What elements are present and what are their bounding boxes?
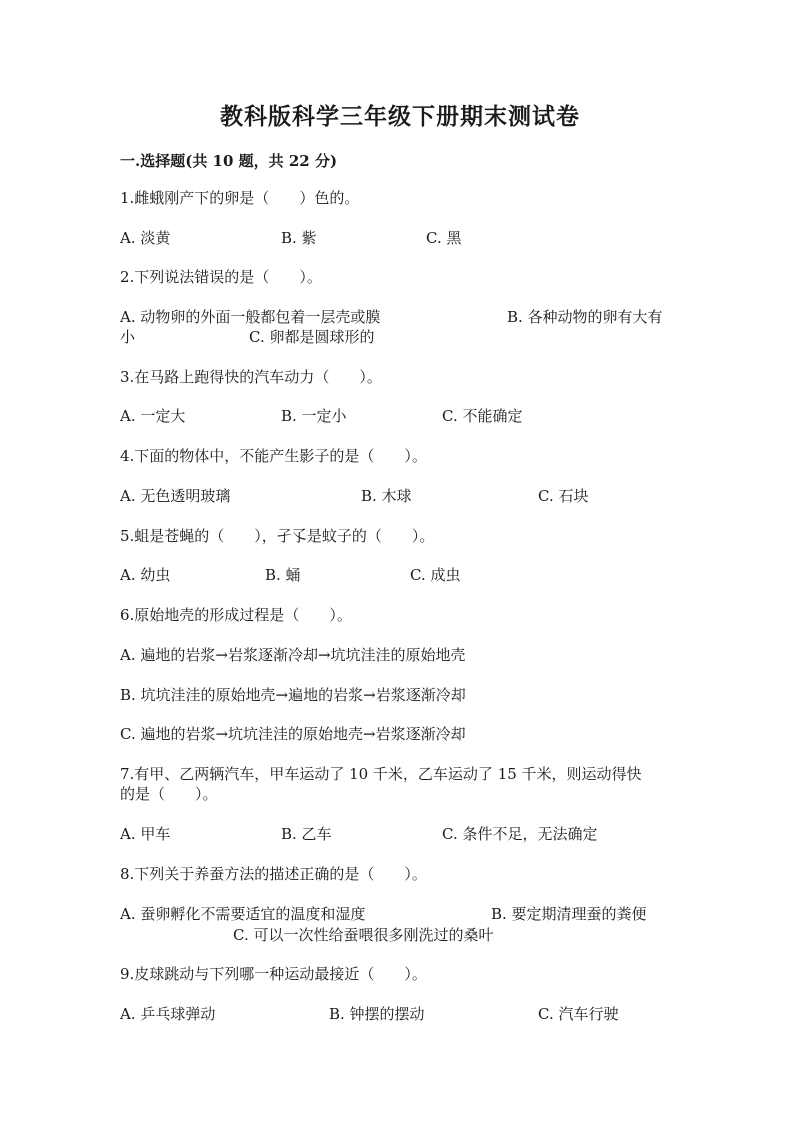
question-2-option-b: B. 各种动物的卵有大有 — [507, 308, 663, 326]
question-3-option-a: A. 一定大 — [120, 407, 186, 425]
question-5-option-a: A. 幼虫 — [120, 566, 171, 584]
question-9-option-b: B. 钟摆的摆动 — [329, 1005, 425, 1023]
question-1-option-c: C. 黑 — [426, 229, 462, 247]
question-8-option-b: B. 要定期清理蚕的粪便 — [491, 905, 647, 923]
question-2-option-c: C. 卵都是圆球形的 — [249, 328, 375, 346]
question-3-stem: 3.在马路上跑得快的汽车动力（ ）。 — [120, 368, 382, 386]
question-8-option-c: C. 可以一次性给蚕喂很多刚洗过的桑叶 — [233, 926, 494, 944]
page-title: 教科版科学三年级下册期末测试卷 — [220, 103, 580, 130]
question-9-option-c: C. 汽车行驶 — [538, 1005, 619, 1023]
question-7-option-c: C. 条件不足，无法确定 — [442, 825, 598, 843]
question-2-option-b-wrap: 小 — [120, 328, 136, 346]
question-1-stem: 1.雌蛾刚产下的卵是（ ）色的。 — [120, 189, 360, 207]
question-8-stem: 8.下列关于养蚕方法的描述正确的是（ ）。 — [120, 865, 427, 883]
question-8-option-a: A. 蚕卵孵化不需要适宜的温度和湿度 — [120, 905, 366, 923]
question-9-stem: 9.皮球跳动与下列哪一种运动最接近（ ）。 — [120, 965, 427, 983]
question-7-option-a: A. 甲车 — [120, 825, 171, 843]
question-5-option-b: B. 蛹 — [265, 566, 301, 584]
question-1-option-b: B. 紫 — [281, 229, 317, 247]
question-4-option-a: A. 无色透明玻璃 — [120, 487, 231, 505]
question-6-option-b: B. 坑坑洼洼的原始地壳→遍地的岩浆→岩浆逐渐冷却 — [120, 686, 466, 704]
question-9-option-a: A. 乒乓球弹动 — [120, 1005, 216, 1023]
section-heading: 一.选择题(共 10 题，共 22 分) — [120, 152, 338, 170]
question-5-option-c: C. 成虫 — [410, 566, 461, 584]
question-3-option-c: C. 不能确定 — [442, 407, 523, 425]
question-7-option-b: B. 乙车 — [281, 825, 332, 843]
question-6-option-c: C. 遍地的岩浆→坑坑洼洼的原始地壳→岩浆逐渐冷却 — [120, 725, 466, 743]
question-6-option-a: A. 遍地的岩浆→岩浆逐渐冷却→坑坑洼洼的原始地壳 — [120, 646, 466, 664]
question-5-stem: 5.蛆是苍蝇的（ ），孑孓是蚊子的（ ）。 — [120, 527, 435, 545]
question-7-stem: 7.有甲、乙两辆汽车，甲车运动了 10 千米，乙车运动了 15 千米，则运动得快 — [120, 765, 642, 783]
question-4-stem: 4.下面的物体中，不能产生影子的是（ ）。 — [120, 447, 427, 465]
question-7-stem-wrap: 的是（ ）。 — [120, 785, 218, 803]
question-1-option-a: A. 淡黄 — [120, 229, 171, 247]
question-4-option-c: C. 石块 — [538, 487, 589, 505]
question-4-option-b: B. 木球 — [361, 487, 412, 505]
question-2-stem: 2.下列说法错误的是（ ）。 — [120, 268, 322, 286]
question-6-stem: 6.原始地壳的形成过程是（ ）。 — [120, 606, 352, 624]
question-2-option-a: A. 动物卵的外面一般都包着一层壳或膜 — [120, 308, 381, 326]
question-3-option-b: B. 一定小 — [281, 407, 347, 425]
